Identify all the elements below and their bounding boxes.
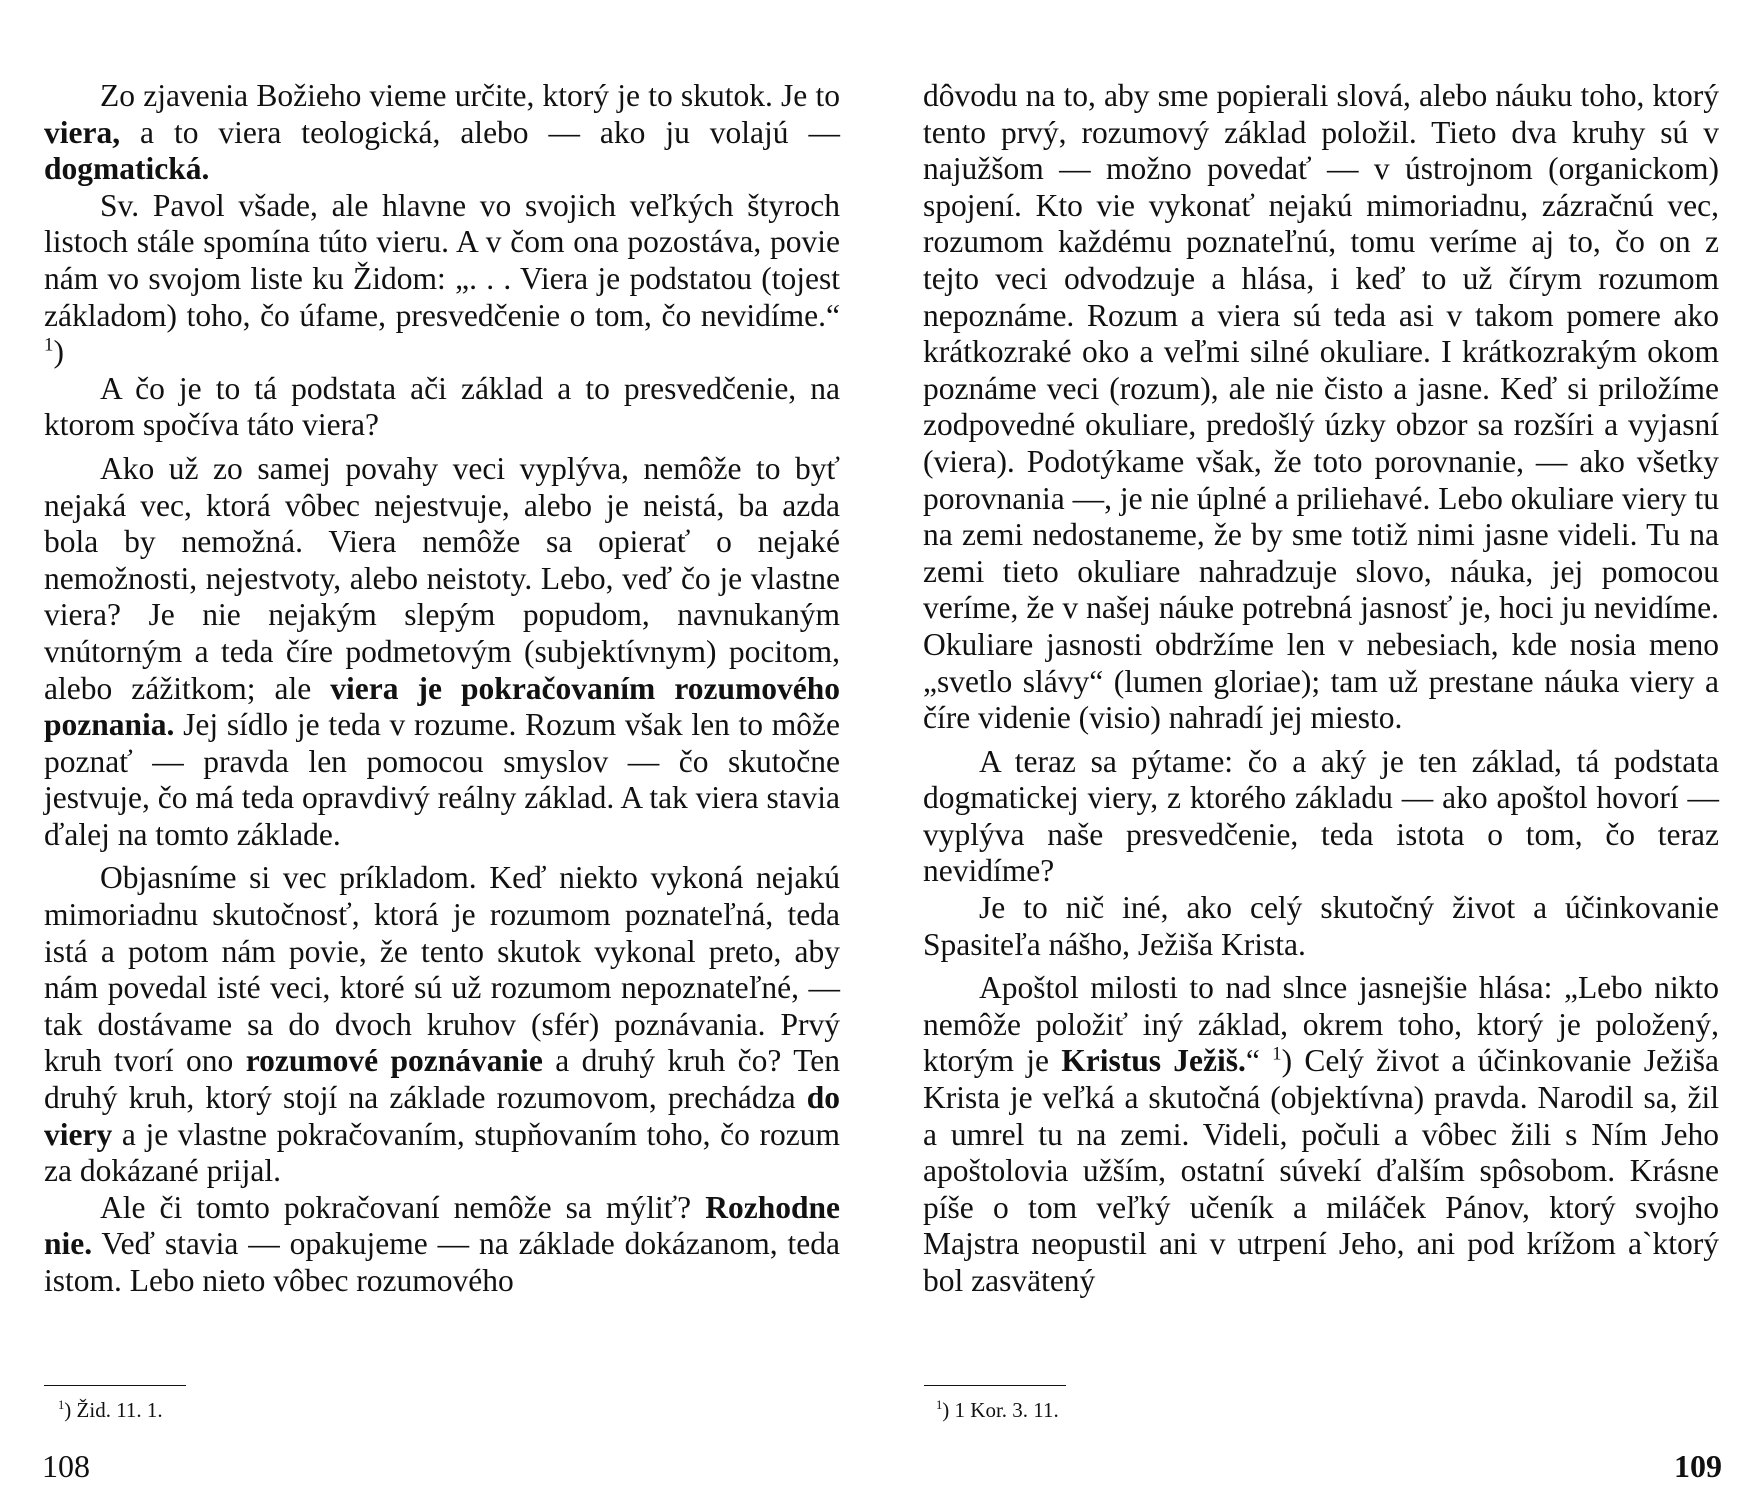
- footnote: [936, 1398, 1059, 1422]
- text-run: Zo zjavenia Božieho vieme určite, ktorý je to skutok. Je to: [100, 78, 840, 113]
- bold-text: viera je pokračovaním rozumového poznania.: [44, 670, 840, 743]
- text-run: “: [1245, 1043, 1273, 1079]
- paragraph: [923, 890, 1719, 963]
- paragraph: [44, 860, 840, 1189]
- footnote-text: ) Žid. 11. 1.: [64, 1398, 163, 1422]
- page-body: [44, 78, 840, 1300]
- text-run: Objasníme si vec príkladom. Keď niekto vykoná nejakú mimoriadnu skutočnosť, ktorá je rozumom poznateľná, teda istá a potom nám povie, že tento skutok vykonal preto, aby nám povedal isté veci, ktoré sú už rozumom nepoznateľné, — tak dostávame sa do dvoch kruhov (sfér) poznávania. Prvý kruh tvorí ono: [44, 860, 840, 1079]
- text-run: Apoštol milosti to nad slnce jasnejšie hlása: „Lebo nikto nemôže položiť iný základ, okrem toho, ktorý je položený, ktorým je: [923, 970, 1719, 1079]
- paragraph: [44, 78, 840, 188]
- text-run: Jej sídlo je teda v rozume. Rozum však len to môže poznať — pravda len pomocou smyslov — čo skutočne jestvuje, čo má teda opravdivý reálny základ. A tak viera stavia ďalej na tomto základe.: [44, 707, 840, 852]
- footnote-text: ) 1 Kor. 3. 11.: [942, 1398, 1059, 1422]
- bold-text: Rozhodne nie.: [44, 1189, 840, 1262]
- paragraph: [923, 744, 1719, 890]
- page-body: [923, 78, 1719, 1300]
- text-run: Ale či tomto pokračovaní nemôže sa mýliť?: [100, 1189, 706, 1225]
- paragraph: [44, 1190, 840, 1300]
- page-number: 108: [42, 1448, 90, 1484]
- text-run: a je vlastne pokračovaním, stupňovaním toho, čo rozum za dokázané prijal.: [44, 1116, 840, 1189]
- text-run: dôvodu na to, aby sme popierali slová, alebo náuku toho, ktorý tento prvý, rozumový základ položil. Tieto dva kruhy sú v najužšom — možno povedať — v ústrojnom (organickom) spojení. Kto vie vykonať nejakú mimoriadnu, zázračnú vec, rozumom každému poznateľnú, tomu veríme aj to, čo on z tejto veci odvodzuje a hlása, i keď to už čírym rozumom nepoznáme. Rozum a viera sú teda asi v takom pomere ako krátkozraké oko a veľmi silné okuliare. I krátkozrakým okom poznáme veci (rozum), ale nie čisto a jasne. Keď si priložíme zodpovedné okuliare, predošlý úzky obzor sa rozšíri a vyjasní (viera). Podotýkame však, že toto porovnanie, — ako všetky porovnania —, je nie úplné a priliehavé. Lebo okuliare viery tu na zemi nedostaneme, že by sme totiž nimi jasne videli. Tu na zemi tieto okuliare nahradzuje slovo, náuka, jej pomocou veríme, že v našej náuke potrebná jasnosť je, hoci ju nevidíme. Okuliare jasnosti obdržíme len v nebesiach, kde nosia meno „svetlo slávy“ (lumen gloriae); tam už prestane náuka viery a číre videnie (visio) nahradí jej miesto.: [923, 78, 1719, 736]
- bold-text: dogmatická.: [44, 151, 210, 187]
- footnote-rule: [44, 1385, 186, 1386]
- right-page: [876, 0, 1752, 1500]
- footnote-mark: 1: [58, 1398, 65, 1412]
- page-number: 109: [1674, 1448, 1722, 1484]
- bold-text: rozumové poznávanie: [245, 1043, 543, 1079]
- paragraph: [44, 371, 840, 444]
- text-run: Je to nič iné, ako celý skutočný život a účinkovanie Spasiteľa nášho, Ježiša Krista.: [923, 890, 1719, 962]
- bold-text: Kristus Ježiš.: [1061, 1043, 1246, 1079]
- paragraph: [923, 78, 1719, 737]
- footnote-mark: 1: [936, 1398, 943, 1412]
- text-run: Ako už zo samej povahy veci vyplýva, nemôže to byť nejaká vec, ktorá vôbec nejestvuje, alebo je neistá, ba azda bola by nemožná. Viera nemôže sa opierať o nejaké nemožnosti, nejestvoty, alebo neistoty. Lebo, veď čo je vlastne viera? Je nie nejakým slepým popudom, navnukaným vnútorným a teda číre podmetovým (subjektívnym) pocitom, alebo zážitkom; ale: [44, 450, 840, 706]
- text-run: A teraz sa pýtame: čo a aký je ten základ, tá podstata dogmatickej viery, z ktorého základu — ako apoštol hovorí — vyplýva naše presvedčenie, teda istota o tom, čo teraz nevidíme?: [923, 743, 1719, 889]
- text-run: Veď stavia — opakujeme — na základe dokázanom, teda istom. Lebo nieto vôbec rozumového: [44, 1226, 840, 1298]
- footnote-reference: 1: [44, 334, 54, 356]
- text-run: A čo je to tá podstata ači základ a to presvedčenie, na ktorom spočíva táto viera?: [44, 370, 840, 443]
- bold-text: do viery: [44, 1080, 840, 1152]
- footnote: [58, 1398, 163, 1422]
- paragraph: [44, 188, 840, 371]
- text-run: ): [53, 334, 64, 370]
- text-run: a to viera teologická, alebo — ako ju volajú —: [120, 114, 840, 150]
- footnote-rule: [924, 1385, 1066, 1386]
- paragraph: [44, 451, 840, 854]
- text-run: a druhý kruh čo? Ten druhý kruh, ktorý stojí na základe rozumovom, prechádza: [44, 1043, 841, 1116]
- footnote-reference: 1: [1272, 1043, 1282, 1065]
- text-run: Sv. Pavol všade, ale hlavne vo svojich veľkých štyroch listoch stále spomína túto vieru. A v čom ona pozostáva, povie nám vo svojom liste ku Židom: „. . . Viera je podstatou (tojest základom) toho, čo úfame, presvedčenie o tom, čo nevidíme.“: [44, 187, 840, 333]
- bold-text: viera,: [44, 114, 121, 150]
- paragraph: [923, 970, 1719, 1299]
- text-run: ) Celý život a účinkovanie Ježiša Krista je veľká a skutočná (objektívna) pravda. Narodil sa, žil a umrel tu na zemi. Videli, počuli a vôbec žili s Ním Jeho apoštolovia užším, ostatní súvekí ďalším spôsobom. Krásne píše o tom veľký učeník a miláček Pánov, ktorý svojho Majstra neopustil ani v utrpení Jeho, ani pod krížom a`ktorý bol zasvätený: [923, 1043, 1720, 1298]
